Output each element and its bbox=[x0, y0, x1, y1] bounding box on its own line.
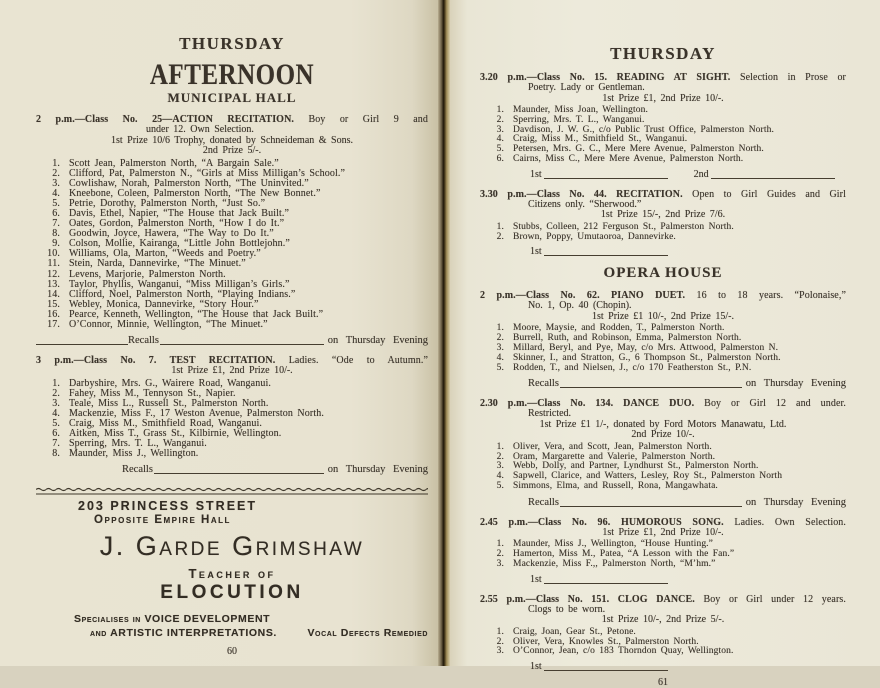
entry-number: 5. bbox=[496, 481, 504, 492]
entry-text: Burrell, Ruth, and Robinson, Emma, Palmerston North. bbox=[513, 333, 742, 344]
recalls-blank-rule bbox=[560, 387, 742, 388]
entry-number: 4. bbox=[496, 352, 504, 363]
class-subline: No. 1, Op. 40 (Chopin). bbox=[528, 300, 632, 312]
entry-list bbox=[480, 628, 846, 657]
entry-text: Moore, Maysie, and Rodden, T., Palmerston North. bbox=[513, 323, 725, 334]
recalls-suffix: on Thursday Evening bbox=[327, 464, 428, 476]
result-first-label: 1st bbox=[530, 168, 542, 180]
recalls-blank-rule bbox=[154, 473, 324, 474]
venue-heading-municipal-hall: MUNICIPAL HALL bbox=[167, 90, 297, 105]
class-block-44 bbox=[480, 189, 846, 259]
prize-line: 2nd Prize 10/-. bbox=[631, 429, 695, 441]
class-block-7 bbox=[36, 355, 428, 476]
result-line bbox=[530, 661, 846, 673]
page-left bbox=[0, 0, 438, 666]
result-second-blank bbox=[711, 178, 835, 179]
entry-number: 7. bbox=[52, 438, 60, 450]
entry-number: 10. bbox=[47, 248, 60, 260]
result-second-label: 2nd bbox=[693, 168, 709, 180]
entry-number: 4. bbox=[496, 134, 504, 145]
entry-number: 3. bbox=[496, 461, 504, 472]
result-line bbox=[530, 574, 846, 586]
class-heading-bold: 2 p.m.—Class No. 62. PIANO DUET. bbox=[480, 290, 686, 302]
entry-number: 2. bbox=[52, 387, 60, 399]
recalls-suffix: on Thursday Evening bbox=[327, 335, 428, 347]
entry-text: Oram, Margarette and Valerie, Palmerston North. bbox=[513, 451, 716, 462]
entry-text: Petrie, Dorothy, Palmerston North, “Just So.” bbox=[69, 197, 266, 209]
recalls-suffix: on Thursday Evening bbox=[745, 378, 846, 390]
entry-text: Cairns, Miss C., Mere Mere Avenue, Palmerston North. bbox=[513, 153, 744, 164]
advert-footer bbox=[36, 613, 428, 639]
recalls-line bbox=[528, 378, 846, 390]
entry-text: Stein, Narda, Dannevirke, “The Minuet.” bbox=[69, 258, 246, 270]
entry-number: 3. bbox=[496, 558, 504, 569]
entry-number: 6. bbox=[52, 207, 60, 219]
entry-text: Maunder, Miss J., Wellington. bbox=[69, 448, 199, 460]
entry-text: Cowlishaw, Norah, Palmerston North, “The Uninvited.” bbox=[69, 177, 309, 189]
class-block-96 bbox=[480, 517, 846, 586]
entry-number: 4. bbox=[52, 407, 60, 419]
entry-row bbox=[480, 155, 846, 165]
advert-foot-line3: Vocal Defects Remedied bbox=[307, 627, 428, 640]
result-first-blank bbox=[544, 255, 668, 256]
recalls-blank-rule bbox=[160, 344, 324, 345]
entry-text: Sapwell, Clarice, and Watters, Lesley, Roy St., Palmerston North bbox=[513, 471, 783, 482]
class-heading-rest: Selection in Prose or bbox=[739, 72, 846, 83]
entry-text: Aitken, Miss T., Grass St., Kilbirnie, Wellington. bbox=[69, 428, 282, 440]
entry-text: Stubbs, Colleen, 212 Ferguson St., Palmerston North. bbox=[513, 221, 734, 232]
entry-text: Oates, Gordon, Palmerston North, “How I do It.” bbox=[69, 218, 285, 230]
entry-text: Davis, Ethel, Napier, “The House that Jack Built.” bbox=[69, 207, 290, 219]
entry-text: O’Connor, Minnie, Wellington, “The Minuet.” bbox=[69, 319, 268, 330]
entry-number: 1. bbox=[52, 157, 60, 169]
entry-number: 2. bbox=[496, 549, 504, 560]
advert-role-line1: Teacher of bbox=[188, 566, 276, 582]
advert-address-sub: Opposite Empire Hall bbox=[94, 514, 231, 527]
recalls-label: Recalls bbox=[528, 496, 559, 508]
entry-text: Sperring, Mrs. T. L., Wanganui. bbox=[69, 438, 207, 450]
result-first-blank bbox=[544, 178, 668, 179]
entry-text: Kneebone, Coleen, Palmerston North, “The New Bonnet.” bbox=[69, 187, 321, 199]
entry-number: 1. bbox=[52, 377, 60, 389]
entry-list bbox=[480, 443, 846, 492]
entry-number: 12. bbox=[47, 268, 60, 280]
wavy-rule-graphic bbox=[36, 487, 428, 495]
entry-number: 3. bbox=[496, 646, 504, 657]
class-heading-bold: 2 p.m.—Class No. 25—ACTION RECITATION. bbox=[36, 114, 294, 125]
entry-number: 1. bbox=[496, 441, 504, 452]
entry-text: Maunder, Miss Joan, Wellington. bbox=[513, 105, 648, 115]
class-block-25 bbox=[36, 114, 428, 347]
class-heading-rest: Boy or Girl 9 and bbox=[308, 114, 428, 125]
class-subline: Poetry. Lady or Gentleman. bbox=[528, 82, 645, 93]
prize-line: 1st Prize £1 10/-, 2nd Prize 15/-. bbox=[592, 310, 734, 322]
class-subline: Restricted. bbox=[528, 408, 572, 420]
entry-text: Teale, Miss L., Russell St., Palmerston North. bbox=[69, 397, 269, 409]
advert-role-line2: ELOCUTION bbox=[160, 582, 304, 604]
prize-line: 1st Prize £1, 2nd Prize 10/-. bbox=[171, 365, 293, 377]
advert-name: J. Garde Grimshaw bbox=[99, 531, 365, 562]
entry-number: 8. bbox=[52, 448, 60, 460]
result-first-label: 1st bbox=[530, 246, 542, 258]
entry-number: 17. bbox=[47, 319, 60, 330]
entry-text: Petersen, Mrs. G. C., Mere Mere Avenue, Palmerston North. bbox=[513, 144, 764, 155]
entry-number: 11. bbox=[47, 258, 60, 270]
entry-text: Sperring, Mrs. T. L., Wanganui. bbox=[513, 114, 645, 125]
class-block-134 bbox=[480, 398, 846, 508]
entry-text: Craig, Joan, Gear St., Petone. bbox=[513, 626, 636, 637]
class-block-15 bbox=[480, 72, 846, 181]
day-heading: THURSDAY bbox=[179, 34, 285, 53]
class-subline: under 12. Own Selection. bbox=[146, 124, 254, 135]
advert-address: 203 PRINCESS STREET bbox=[78, 499, 258, 514]
advert-foot-line2: and ARTISTIC INTERPRETATIONS. bbox=[90, 627, 277, 640]
entry-number: 7. bbox=[52, 218, 60, 230]
entry-number: 3. bbox=[496, 342, 504, 353]
entry-row bbox=[480, 647, 846, 657]
entry-row bbox=[480, 364, 846, 374]
entry-text: Skinner, I., and Stratton, G., 6 Thompson St., Palmerston North. bbox=[513, 352, 781, 363]
prize-line: 1st Prize 15/-, 2nd Prize 7/6. bbox=[600, 209, 726, 221]
entry-text: Oliver, Vera, and Scott, Jean, Palmerston North. bbox=[513, 441, 712, 452]
entry-number: 2. bbox=[52, 167, 60, 179]
entry-text: Oliver, Vera, Knowles St., Palmerston North. bbox=[513, 636, 699, 647]
entry-text: Goodwin, Joyce, Hawera, “The Way to Do It.” bbox=[69, 228, 274, 240]
entry-number: 5. bbox=[496, 362, 504, 373]
entry-number: 14. bbox=[47, 288, 60, 300]
class-subline: Citizens only. “Sherwood.” bbox=[528, 198, 642, 210]
entry-text: Webb, Dolly, and Partner, Lyndhurst St., Palmerston North. bbox=[513, 461, 759, 472]
recalls-label: Recalls bbox=[122, 464, 153, 476]
venue-heading-opera-house: OPERA HOUSE bbox=[603, 265, 723, 282]
recalls-lead-rule bbox=[36, 344, 128, 345]
prize-line: 2nd Prize 5/-. bbox=[202, 145, 262, 156]
entry-number: 9. bbox=[52, 238, 60, 250]
result-line bbox=[530, 169, 846, 181]
recalls-suffix: on Thursday Evening bbox=[745, 496, 846, 508]
recalls-line bbox=[122, 464, 428, 476]
class-heading-bold: 3.30 p.m.—Class No. 44. RECITATION. bbox=[480, 188, 683, 200]
class-block-151 bbox=[480, 594, 846, 673]
class-heading-rest: 16 to 18 years. “Polonaise,” bbox=[696, 290, 846, 302]
entry-text: Darbyshire, Mrs. G., Wairere Road, Wanganui. bbox=[69, 377, 271, 389]
entry-text: Mackenzie, Miss F., 17 Weston Avenue, Palmerston North. bbox=[69, 407, 324, 419]
entry-text: Taylor, Phyllis, Wanganui, “Miss Milligan’s Girls.” bbox=[69, 278, 290, 290]
entry-number: 1. bbox=[496, 221, 504, 232]
entry-number: 6. bbox=[52, 428, 60, 440]
entry-list bbox=[480, 324, 846, 373]
entry-text: Millard, Beryl, and Pye, May, c/o Mrs. Attwood, Palmerston N. bbox=[513, 342, 779, 353]
prize-line: 1st Prize £1, 2nd Prize 10/-. bbox=[602, 92, 724, 104]
entry-text: Davdison, J. W. G., c/o Public Trust Office, Palmerston North. bbox=[513, 124, 774, 135]
entry-number: 2. bbox=[496, 231, 504, 242]
class-heading-bold: 3.20 p.m.—Class No. 15. READING AT SIGHT. bbox=[480, 72, 731, 83]
page-number-right: 61 bbox=[658, 677, 668, 688]
entry-number: 4. bbox=[52, 187, 60, 199]
entry-number: 8. bbox=[52, 228, 60, 240]
entry-number: 15. bbox=[47, 298, 60, 310]
result-first-label: 1st bbox=[530, 573, 542, 585]
advert-foot-line1: Specialises in VOICE DEVELOPMENT bbox=[74, 613, 271, 626]
result-first-blank bbox=[544, 583, 668, 584]
entry-row bbox=[480, 560, 846, 570]
entry-text: Mackenzie, Miss F.,, Palmerston North, “M’hm.” bbox=[513, 558, 716, 569]
book-gutter bbox=[438, 0, 450, 666]
page-number-left: 60 bbox=[227, 646, 237, 658]
prize-line: 1st Prize £1 1/-, donated by Ford Motors Manawatu, Ltd. bbox=[539, 418, 787, 430]
recalls-blank-rule bbox=[560, 506, 742, 507]
entry-row bbox=[480, 233, 846, 243]
day-heading: THURSDAY bbox=[610, 44, 716, 63]
entry-number: 5. bbox=[52, 417, 60, 429]
entry-number: 5. bbox=[52, 197, 60, 209]
class-heading-bold: 2.30 p.m.—Class No. 134. DANCE DUO. bbox=[480, 398, 695, 410]
class-heading-bold: 2.55 p.m.—Class No. 151. CLOG DANCE. bbox=[480, 593, 695, 605]
entry-text: Brown, Poppy, Umutaoroa, Dannevirke. bbox=[513, 231, 676, 242]
entry-text: Williams, Ola, Marton, “Weeds and Poetry.” bbox=[69, 248, 261, 260]
entry-text: Craig, Miss M., Smithfield St., Wanganui. bbox=[513, 134, 688, 145]
entry-row bbox=[36, 449, 428, 459]
page-right bbox=[450, 0, 880, 688]
entry-number: 3. bbox=[52, 397, 60, 409]
entry-text: Maunder, Miss J., Wellington, “House Hunting.” bbox=[513, 539, 714, 550]
entry-text: Clifford, Noel, Palmerston North, “Playing Indians.” bbox=[69, 288, 296, 300]
entry-text: Levens, Marjorie, Palmerston North. bbox=[69, 268, 226, 280]
entry-number: 5. bbox=[496, 144, 504, 155]
entry-text: Simmons, Elma, and Russell, Rona, Mangawhata. bbox=[513, 481, 718, 492]
prize-line: 1st Prize 10/6 Trophy, donated by Schneideman & Sons. bbox=[110, 134, 353, 146]
entry-number: 1. bbox=[496, 626, 504, 637]
entry-number: 13. bbox=[47, 278, 60, 290]
entry-number: 1. bbox=[496, 105, 504, 115]
class-heading-rest: Boy or Girl 12 and under. bbox=[704, 398, 846, 410]
class-block-62 bbox=[480, 290, 846, 390]
prize-line: 1st Prize £1, 2nd Prize 10/-. bbox=[602, 526, 724, 538]
entry-text: Pearce, Kenneth, Wellington, “The House that Jack Built.” bbox=[69, 308, 324, 320]
entry-text: Scott Jean, Palmerston North, “A Bargain Sale.” bbox=[69, 157, 279, 169]
decorative-rule bbox=[36, 482, 428, 490]
advert-grimshaw bbox=[36, 499, 428, 639]
entry-list bbox=[480, 223, 846, 243]
recalls-line bbox=[528, 497, 846, 509]
entry-number: 3. bbox=[496, 124, 504, 135]
result-first-label: 1st bbox=[530, 661, 542, 673]
class-heading-rest: Boy or Girl under 12 years. bbox=[703, 593, 846, 605]
entry-number: 1. bbox=[496, 539, 504, 550]
result-first-blank bbox=[544, 670, 668, 671]
entry-row bbox=[36, 320, 428, 330]
class-heading-bold: 3 p.m.—Class No. 7. TEST RECITATION. bbox=[36, 355, 276, 367]
recalls-label: Recalls bbox=[128, 335, 159, 347]
entry-text: Craig, Miss M., Smithfield Road, Wanganui. bbox=[69, 417, 263, 429]
class-heading-rest: Ladies. “Ode to Autumn.” bbox=[288, 355, 428, 367]
entry-number: 2. bbox=[496, 636, 504, 647]
entry-text: Colson, Mollie, Kairanga, “Little John Bottlejohn.” bbox=[69, 238, 290, 250]
entry-number: 3. bbox=[52, 177, 60, 189]
entry-text: O’Connor, Jean, c/o 183 Thorndon Quay, Wellington. bbox=[513, 646, 734, 657]
entry-list bbox=[36, 159, 428, 331]
entry-list bbox=[480, 106, 846, 165]
entry-text: Fahey, Miss M., Tennyson St., Napier. bbox=[69, 387, 236, 399]
entry-number: 2. bbox=[496, 333, 504, 344]
class-heading-rest: Open to Girl Guides and Girl bbox=[692, 188, 846, 200]
entry-text: Rodden, T., and Nielsen, J., c/o 170 Featherston St., P.N. bbox=[513, 362, 752, 373]
recalls-label: Recalls bbox=[528, 378, 559, 390]
entry-text: Clifford, Pat, Palmerston N., “Girls at Miss Milligan’s School.” bbox=[69, 167, 346, 179]
class-heading-rest: Ladies. Own Selection. bbox=[734, 516, 846, 528]
session-heading: AFTERNOON bbox=[149, 59, 315, 91]
entry-number: 16. bbox=[47, 308, 60, 320]
entry-list bbox=[36, 379, 428, 460]
entry-number: 2. bbox=[496, 451, 504, 462]
class-heading-bold: 2.45 p.m.—Class No. 96. HUMOROUS SONG. bbox=[480, 516, 724, 528]
entry-text: Webley, Monica, Dannevirke, “Story Hour.” bbox=[69, 298, 259, 310]
entry-number: 2. bbox=[496, 114, 504, 125]
class-subline: Clogs to be worn. bbox=[528, 603, 606, 615]
entry-row bbox=[480, 482, 846, 492]
recalls-line bbox=[36, 335, 428, 347]
prize-line: 1st Prize 10/-, 2nd Prize 5/-. bbox=[601, 614, 725, 626]
entry-number: 1. bbox=[496, 323, 504, 334]
result-line bbox=[530, 246, 846, 258]
entry-number: 6. bbox=[496, 153, 504, 164]
entry-text: Hamerton, Miss M., Patea, “A Lesson with the Fan.” bbox=[513, 549, 735, 560]
entry-number: 4. bbox=[496, 471, 504, 482]
entry-list bbox=[480, 540, 846, 569]
